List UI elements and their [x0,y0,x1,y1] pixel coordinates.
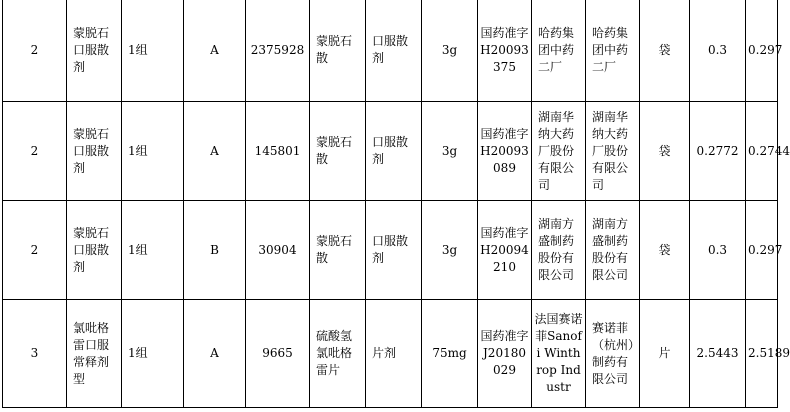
approval-number-cell: 国药准字H20093375 [478,0,532,102]
seq-cell: 3 [3,300,67,408]
generic-name-cell: 蒙脱石口服散剂 [67,102,122,201]
quality-level-cell: A [184,102,246,201]
seq-cell: 2 [3,201,67,300]
price-cell: 0.297 [746,0,778,102]
spec-cell: 3g [422,102,478,201]
unit-cell: 袋 [640,0,690,102]
listing-holder-cell [532,300,586,408]
price-cell: 0.2744 [746,102,778,201]
spec-cell: 3g [422,201,478,300]
code-cell: 30904 [246,201,310,300]
dosage-form-cell: 口服散剂 [366,102,422,201]
generic-name-cell: 蒙脱石口服散剂 [67,0,122,102]
code-cell: 145801 [246,102,310,201]
manufacturer-cell: 哈药集团中药二厂 [586,0,640,102]
manufacturer-cell: 湖南方盛制药股份有限公司 [586,201,640,300]
approval-number-cell: 国药准字H20094210 [478,201,532,300]
generic-name-cell: 蒙脱石口服散剂 [67,201,122,300]
listing-holder-text: 法国赛诺菲Sanofi Winthrop Industr [534,312,583,394]
quality-level-cell: A [184,0,246,102]
group-cell: 1组 [122,102,184,201]
price-cell: 0.3 [690,0,746,102]
price-cell: 2.5189 [746,300,778,408]
listing-holder-cell: 湖南方盛制药股份有限公司 [532,201,586,300]
approval-number-cell: 国药准字J20180029 [478,300,532,408]
unit-cell: 袋 [640,102,690,201]
dosage-form-cell: 口服散剂 [366,201,422,300]
price-cell: 0.2772 [690,102,746,201]
listing-holder-cell: 湖南华纳大药厂股份有限公司 [532,102,586,201]
table-row [3,201,778,300]
quality-level-cell: A [184,300,246,408]
manufacturer-cell: 赛诺菲（杭州）制药有限公司 [586,300,640,408]
group-cell: 1组 [122,300,184,408]
listing-holder-cell: 哈药集团中药二厂 [532,0,586,102]
product-name-cell: 蒙脱石散 [310,201,366,300]
generic-name-cell: 氯吡格雷口服常释剂型 [67,300,122,408]
code-cell: 9665 [246,300,310,408]
unit-cell: 片 [640,300,690,408]
manufacturer-cell: 湖南华纳大药厂股份有限公司 [586,102,640,201]
seq-cell: 2 [3,102,67,201]
quality-level-cell: B [184,201,246,300]
seq-cell: 2 [3,0,67,102]
spec-cell: 3g [422,0,478,102]
price-cell: 0.3 [690,201,746,300]
product-name-cell: 硫酸氢氯吡格雷片 [310,300,366,408]
drug-procurement-table [2,0,790,408]
table-row [3,300,778,408]
group-cell: 1组 [122,0,184,102]
group-cell: 1组 [122,201,184,300]
approval-number-cell: 国药准字H20093089 [478,102,532,201]
dosage-form-cell: 口服散剂 [366,0,422,102]
product-name-cell: 蒙脱石散 [310,0,366,102]
spec-cell: 75mg [422,300,478,408]
price-cell: 0.297 [746,201,778,300]
code-cell: 2375928 [246,0,310,102]
unit-cell: 袋 [640,201,690,300]
dosage-form-cell: 片剂 [366,300,422,408]
table-row [3,0,778,102]
table-row [3,102,778,201]
price-cell: 2.5443 [690,300,746,408]
product-name-cell: 蒙脱石散 [310,102,366,201]
